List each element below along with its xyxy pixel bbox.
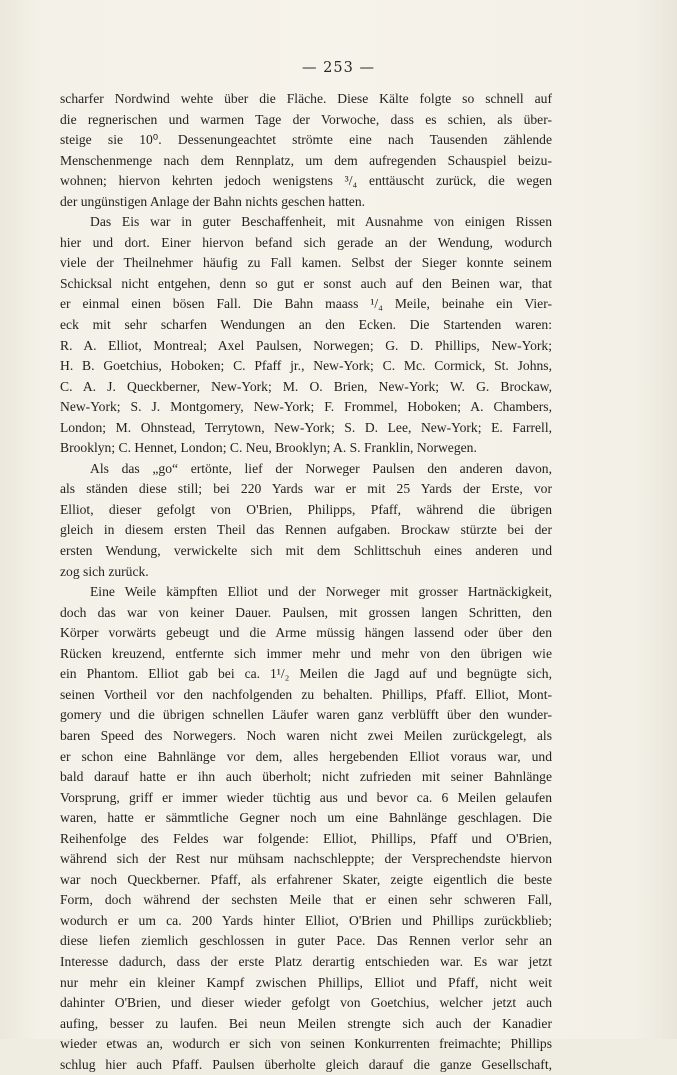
- text-line: doch das war von keiner Dauer. Paulsen, mit grossen langen Schritten, den: [60, 604, 552, 620]
- text-line: viele der Theilnehmer häufig zu Fall kamen. Selbst der Sieger konnte seinem: [60, 255, 552, 271]
- text-line: die regnerischen und warmen Tage der Vorwoche, dass es schien, als über-: [60, 111, 552, 127]
- text-line: eck mit sehr scharfen Wendungen an den Ecken. Die Startenden waren:: [60, 317, 552, 333]
- text-line: R. A. Elliot, Montreal; Axel Paulsen, Norwegen; G. D. Phillips, New-York;: [60, 337, 552, 353]
- text-line: wieder etwas an, wodurch er sich von seinen Konkurrenten freimachte; Phillips: [60, 1036, 552, 1052]
- text-line: Brooklyn; C. Hennet, London; C. Neu, Brooklyn; A. S. Franklin, Norwegen.: [60, 440, 477, 456]
- text-line: als ständen diese still; bei 220 Yards war er mit 25 Yards der Erste, vor: [60, 481, 552, 497]
- text-line: der ungünstigen Anlage der Bahn nichts geschen hatten.: [60, 193, 366, 209]
- text-line: New-York; S. J. Montgomery, New-York; F. Frommel, Hoboken; A. Chambers,: [60, 399, 552, 415]
- text-line: Schicksal nicht entgehen, denn so gut er sonst auch auf den Beinen war, that: [60, 275, 552, 291]
- text-line: während sich der Rest nur mühsam nachschleppte; der Versprechendste hiervon: [60, 851, 552, 867]
- text-line: diese liefen ziemlich geschlossen in guter Pace. Das Rennen verlor sehr an: [60, 933, 552, 949]
- text-line: Vorsprung, griff er immer wieder tüchtig aus und bevor ca. 6 Meilen gelaufen: [60, 789, 552, 805]
- text-line: er schon eine Bahnlänge vor dem, alles hergebenden Elliot voraus war, und: [60, 748, 552, 764]
- text-line: dahinter O'Brien, und dieser wieder gefolgt von Goetchius, welcher jetzt auch: [60, 995, 552, 1011]
- text-line: bald darauf hatte er ihn auch überholt; nicht zufrieden mit seiner Bahnlänge: [60, 769, 552, 785]
- text-line: er einmal einen bösen Fall. Die Bahn maass ¹/₄ Meile, beinahe ein Vier-: [60, 296, 552, 312]
- text-line: Reihenfolge des Feldes war folgende: Elliot, Phillips, Pfaff und O'Brien,: [60, 830, 552, 846]
- text-line: schlug hier auch Pfaff. Paulsen überholte gleich darauf die ganze Gesellschaft,: [60, 1056, 552, 1072]
- paragraph: [60, 459, 552, 582]
- text-line: wohnen; hiervon kehrten jedoch wenigstens ³/₄ enttäuscht zurück, die wegen: [60, 173, 552, 189]
- text-line: Eine Weile kämpften Elliot und der Norweger mit grosser Hartnäckigkeit,: [90, 584, 552, 600]
- text-line: Als das „go“ ertönte, lief der Norweger Paulsen den anderen davon,: [90, 460, 552, 476]
- text-line: gomery und die übrigen schnellen Läufer waren ganz verblüfft über den wunder-: [60, 707, 552, 723]
- paragraph: [60, 212, 552, 459]
- text-line: scharfer Nordwind wehte über die Fläche. Diese Kälte folgte so schnell auf: [60, 91, 552, 106]
- text-line: war noch Queckberner. Pfaff, als erfahrener Skater, zeigte eigentlich die beste: [60, 871, 552, 887]
- text-line: Rücken kreuzend, entfernte sich immer mehr und mehr von den übrigen wie: [60, 645, 552, 661]
- text-line: C. A. J. Queckberner, New-York; M. O. Brien, New-York; W. G. Brockaw,: [60, 378, 552, 394]
- page-number: — 253 —: [302, 60, 375, 76]
- text-line: baren Speed des Norwegers. Noch waren nicht zwei Meilen zurückgelegt, als: [60, 727, 552, 743]
- text-line: hier und dort. Einer hiervon befand sich gerade an der Wendung, wodurch: [60, 234, 552, 250]
- text-line: aufing, besser zu laufen. Bei neun Meilen strengte sich auch der Kanadier: [60, 1015, 552, 1031]
- text-line: nur mehr ein kleiner Kampf zwischen Phillips, Elliot und Pfaff, nicht weit: [60, 974, 552, 990]
- text-line: steige sie 10⁰. Dessenungeachtet strömte eine nach Tausenden zählende: [60, 132, 552, 148]
- text-line: zog sich zurück.: [60, 563, 149, 579]
- text-line: wodurch er um ca. 200 Yards hinter Elliot, O'Brien und Phillips zurückblieb;: [60, 912, 552, 928]
- text-line: Interesse dadurch, dass der erste Platz derartig entschieden war. Es war jetzt: [60, 953, 552, 969]
- body-text: [60, 89, 552, 1075]
- text-line: Menschenmenge nach dem Rennplatz, um dem aufregenden Schauspiel beizu-: [60, 152, 552, 168]
- text-line: waren, hatte er sämmtliche Gegner noch um eine Bahnlänge geschlagen. Die: [60, 810, 552, 826]
- paragraph: [60, 89, 552, 212]
- text-line: seinen Vortheil vor den nachfolgenden zu behalten. Phillips, Pfaff. Elliot, Mont-: [60, 686, 552, 702]
- text-line: ersten Wendung, verwickelte sich mit dem Schlittschuh eines anderen und: [60, 543, 552, 559]
- text-line: Das Eis war in guter Beschaffenheit, mit Ausnahme von einigen Rissen: [90, 214, 552, 230]
- text-line: London; M. Ohnstead, Terrytown, New-York; S. D. Lee, New-York; E. Farrell,: [60, 419, 552, 435]
- text-line: gleich in diesem ersten Theil das Rennen aufgaben. Brockaw stürzte bei der: [60, 522, 552, 538]
- text-line: Elliot, dieser gefolgt von O'Brien, Philipps, Pfaff, während die übrigen: [60, 501, 552, 517]
- text-line: ein Phantom. Elliot gab bei ca. 1¹/₂ Meilen die Jagd auf und begnügte sich,: [60, 666, 552, 682]
- text-line: Form, doch während der sechsten Meile that er einen sehr schweren Fall,: [60, 892, 552, 908]
- text-line: Körper vorwärts gebeugt und die Arme müssig hängen lassend oder über den: [60, 625, 552, 641]
- paragraph: [60, 582, 552, 1075]
- text-line: H. B. Goetchius, Hoboken; C. Pfaff jr., New-York; C. Mc. Cormick, St. Johns,: [60, 358, 552, 374]
